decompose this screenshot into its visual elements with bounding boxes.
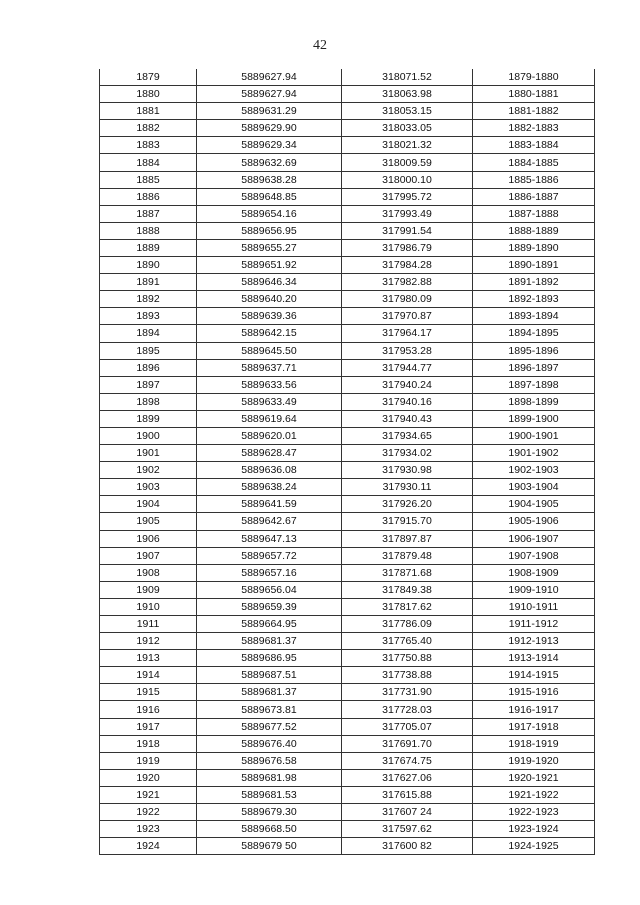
table-row <box>100 547 595 564</box>
table-row <box>100 205 595 222</box>
point-number-cell: 1882 <box>100 120 197 137</box>
x-coordinate-cell: 5889681.53 <box>197 786 342 803</box>
table-row <box>100 137 595 154</box>
table-row <box>100 718 595 735</box>
y-coordinate-cell: 317982.88 <box>342 274 473 291</box>
segment-cell: 1913-1914 <box>473 650 595 667</box>
segment-cell: 1919-1920 <box>473 752 595 769</box>
table-row <box>100 103 595 120</box>
x-coordinate-cell: 5889648.85 <box>197 188 342 205</box>
point-number-cell: 1890 <box>100 257 197 274</box>
segment-cell: 1888-1889 <box>473 222 595 239</box>
point-number-cell: 1895 <box>100 342 197 359</box>
point-number-cell: 1922 <box>100 804 197 821</box>
x-coordinate-cell: 5889657.72 <box>197 547 342 564</box>
x-coordinate-cell: 5889647.13 <box>197 530 342 547</box>
x-coordinate-cell: 5889686.95 <box>197 650 342 667</box>
x-coordinate-cell: 5889656.04 <box>197 581 342 598</box>
segment-cell: 1893-1894 <box>473 308 595 325</box>
point-number-cell: 1909 <box>100 581 197 598</box>
y-coordinate-cell: 317934.65 <box>342 427 473 444</box>
x-coordinate-cell: 5889687.51 <box>197 667 342 684</box>
point-number-cell: 1914 <box>100 667 197 684</box>
y-coordinate-cell: 318000.10 <box>342 171 473 188</box>
segment-cell: 1897-1898 <box>473 376 595 393</box>
table-row <box>100 427 595 444</box>
x-coordinate-cell: 5889673.81 <box>197 701 342 718</box>
x-coordinate-cell: 5889629.90 <box>197 120 342 137</box>
x-coordinate-cell: 5889638.28 <box>197 171 342 188</box>
point-number-cell: 1888 <box>100 222 197 239</box>
segment-cell: 1907-1908 <box>473 547 595 564</box>
point-number-cell: 1896 <box>100 359 197 376</box>
x-coordinate-cell: 5889627.94 <box>197 69 342 86</box>
table-row <box>100 222 595 239</box>
segment-cell: 1894-1895 <box>473 325 595 342</box>
x-coordinate-cell: 5889679.30 <box>197 804 342 821</box>
segment-cell: 1921-1922 <box>473 786 595 803</box>
coordinates-table <box>99 69 595 855</box>
segment-cell: 1923-1924 <box>473 821 595 838</box>
table-row <box>100 735 595 752</box>
segment-cell: 1891-1892 <box>473 274 595 291</box>
table-row <box>100 325 595 342</box>
x-coordinate-cell: 5889664.95 <box>197 616 342 633</box>
x-coordinate-cell: 5889646.34 <box>197 274 342 291</box>
table-row <box>100 479 595 496</box>
segment-cell: 1892-1893 <box>473 291 595 308</box>
segment-cell: 1879-1880 <box>473 69 595 86</box>
y-coordinate-cell: 317944.77 <box>342 359 473 376</box>
x-coordinate-cell: 5889679 50 <box>197 838 342 855</box>
table-row <box>100 701 595 718</box>
y-coordinate-cell: 317627.06 <box>342 769 473 786</box>
y-coordinate-cell: 317849.38 <box>342 581 473 598</box>
point-number-cell: 1898 <box>100 393 197 410</box>
segment-cell: 1886-1887 <box>473 188 595 205</box>
x-coordinate-cell: 5889637.71 <box>197 359 342 376</box>
segment-cell: 1914-1915 <box>473 667 595 684</box>
segment-cell: 1895-1896 <box>473 342 595 359</box>
y-coordinate-cell: 317728.03 <box>342 701 473 718</box>
x-coordinate-cell: 5889676.40 <box>197 735 342 752</box>
table-row <box>100 154 595 171</box>
point-number-cell: 1912 <box>100 633 197 650</box>
segment-cell: 1915-1916 <box>473 684 595 701</box>
point-number-cell: 1892 <box>100 291 197 308</box>
point-number-cell: 1880 <box>100 86 197 103</box>
y-coordinate-cell: 317738.88 <box>342 667 473 684</box>
y-coordinate-cell: 317615.88 <box>342 786 473 803</box>
x-coordinate-cell: 5889628.47 <box>197 445 342 462</box>
y-coordinate-cell: 317879.48 <box>342 547 473 564</box>
table-row <box>100 667 595 684</box>
y-coordinate-cell: 317953.28 <box>342 342 473 359</box>
x-coordinate-cell: 5889677.52 <box>197 718 342 735</box>
table-row <box>100 496 595 513</box>
table-row <box>100 752 595 769</box>
segment-cell: 1903-1904 <box>473 479 595 496</box>
y-coordinate-cell: 317940.16 <box>342 393 473 410</box>
point-number-cell: 1881 <box>100 103 197 120</box>
table-row <box>100 342 595 359</box>
y-coordinate-cell: 317930.11 <box>342 479 473 496</box>
point-number-cell: 1886 <box>100 188 197 205</box>
point-number-cell: 1899 <box>100 410 197 427</box>
point-number-cell: 1885 <box>100 171 197 188</box>
x-coordinate-cell: 5889631.29 <box>197 103 342 120</box>
x-coordinate-cell: 5889636.08 <box>197 462 342 479</box>
segment-cell: 1898-1899 <box>473 393 595 410</box>
segment-cell: 1906-1907 <box>473 530 595 547</box>
y-coordinate-cell: 317607 24 <box>342 804 473 821</box>
segment-cell: 1896-1897 <box>473 359 595 376</box>
table-row <box>100 513 595 530</box>
y-coordinate-cell: 317934.02 <box>342 445 473 462</box>
point-number-cell: 1884 <box>100 154 197 171</box>
y-coordinate-cell: 317750.88 <box>342 650 473 667</box>
point-number-cell: 1919 <box>100 752 197 769</box>
x-coordinate-cell: 5889632.69 <box>197 154 342 171</box>
table-row <box>100 274 595 291</box>
segment-cell: 1900-1901 <box>473 427 595 444</box>
x-coordinate-cell: 5889629.34 <box>197 137 342 154</box>
table-row <box>100 821 595 838</box>
segment-cell: 1905-1906 <box>473 513 595 530</box>
y-coordinate-cell: 317940.43 <box>342 410 473 427</box>
segment-cell: 1881-1882 <box>473 103 595 120</box>
segment-cell: 1901-1902 <box>473 445 595 462</box>
segment-cell: 1880-1881 <box>473 86 595 103</box>
x-coordinate-cell: 5889645.50 <box>197 342 342 359</box>
segment-cell: 1909-1910 <box>473 581 595 598</box>
table-row <box>100 239 595 256</box>
x-coordinate-cell: 5889638.24 <box>197 479 342 496</box>
y-coordinate-cell: 318009.59 <box>342 154 473 171</box>
point-number-cell: 1894 <box>100 325 197 342</box>
segment-cell: 1912-1913 <box>473 633 595 650</box>
x-coordinate-cell: 5889620.01 <box>197 427 342 444</box>
table-row <box>100 188 595 205</box>
point-number-cell: 1907 <box>100 547 197 564</box>
segment-cell: 1920-1921 <box>473 769 595 786</box>
y-coordinate-cell: 317915.70 <box>342 513 473 530</box>
point-number-cell: 1915 <box>100 684 197 701</box>
point-number-cell: 1900 <box>100 427 197 444</box>
table-row <box>100 308 595 325</box>
y-coordinate-cell: 317970.87 <box>342 308 473 325</box>
y-coordinate-cell: 317897.87 <box>342 530 473 547</box>
table-row <box>100 445 595 462</box>
table-row <box>100 581 595 598</box>
y-coordinate-cell: 318033.05 <box>342 120 473 137</box>
y-coordinate-cell: 318021.32 <box>342 137 473 154</box>
y-coordinate-cell: 318063.98 <box>342 86 473 103</box>
y-coordinate-cell: 317986.79 <box>342 239 473 256</box>
point-number-cell: 1906 <box>100 530 197 547</box>
segment-cell: 1904-1905 <box>473 496 595 513</box>
y-coordinate-cell: 317765.40 <box>342 633 473 650</box>
y-coordinate-cell: 317731.90 <box>342 684 473 701</box>
y-coordinate-cell: 317984.28 <box>342 257 473 274</box>
table-row <box>100 804 595 821</box>
x-coordinate-cell: 5889654.16 <box>197 205 342 222</box>
y-coordinate-cell: 317940.24 <box>342 376 473 393</box>
segment-cell: 1918-1919 <box>473 735 595 752</box>
table-row <box>100 257 595 274</box>
point-number-cell: 1889 <box>100 239 197 256</box>
coordinates-table-body <box>100 69 595 855</box>
point-number-cell: 1879 <box>100 69 197 86</box>
table-row <box>100 359 595 376</box>
point-number-cell: 1916 <box>100 701 197 718</box>
table-row <box>100 291 595 308</box>
segment-cell: 1890-1891 <box>473 257 595 274</box>
x-coordinate-cell: 5889659.39 <box>197 598 342 615</box>
x-coordinate-cell: 5889681.37 <box>197 684 342 701</box>
segment-cell: 1889-1890 <box>473 239 595 256</box>
y-coordinate-cell: 317930.98 <box>342 462 473 479</box>
segment-cell: 1924-1925 <box>473 838 595 855</box>
x-coordinate-cell: 5889681.98 <box>197 769 342 786</box>
x-coordinate-cell: 5889641.59 <box>197 496 342 513</box>
point-number-cell: 1918 <box>100 735 197 752</box>
table-row <box>100 120 595 137</box>
x-coordinate-cell: 5889619.64 <box>197 410 342 427</box>
x-coordinate-cell: 5889651.92 <box>197 257 342 274</box>
x-coordinate-cell: 5889676.58 <box>197 752 342 769</box>
point-number-cell: 1911 <box>100 616 197 633</box>
table-row <box>100 769 595 786</box>
table-row <box>100 171 595 188</box>
x-coordinate-cell: 5889681.37 <box>197 633 342 650</box>
x-coordinate-cell: 5889668.50 <box>197 821 342 838</box>
point-number-cell: 1910 <box>100 598 197 615</box>
point-number-cell: 1924 <box>100 838 197 855</box>
point-number-cell: 1887 <box>100 205 197 222</box>
table-row <box>100 410 595 427</box>
segment-cell: 1882-1883 <box>473 120 595 137</box>
y-coordinate-cell: 317597.62 <box>342 821 473 838</box>
table-row <box>100 616 595 633</box>
table-row <box>100 69 595 86</box>
segment-cell: 1922-1923 <box>473 804 595 821</box>
table-row <box>100 462 595 479</box>
point-number-cell: 1903 <box>100 479 197 496</box>
point-number-cell: 1897 <box>100 376 197 393</box>
y-coordinate-cell: 317786.09 <box>342 616 473 633</box>
x-coordinate-cell: 5889642.15 <box>197 325 342 342</box>
y-coordinate-cell: 318053.15 <box>342 103 473 120</box>
y-coordinate-cell: 317964.17 <box>342 325 473 342</box>
table-row <box>100 650 595 667</box>
y-coordinate-cell: 317995.72 <box>342 188 473 205</box>
segment-cell: 1917-1918 <box>473 718 595 735</box>
table-row <box>100 838 595 855</box>
point-number-cell: 1905 <box>100 513 197 530</box>
x-coordinate-cell: 5889656.95 <box>197 222 342 239</box>
y-coordinate-cell: 317600 82 <box>342 838 473 855</box>
x-coordinate-cell: 5889639.36 <box>197 308 342 325</box>
point-number-cell: 1902 <box>100 462 197 479</box>
page-number: 42 <box>313 38 327 53</box>
table-row <box>100 684 595 701</box>
segment-cell: 1885-1886 <box>473 171 595 188</box>
segment-cell: 1883-1884 <box>473 137 595 154</box>
x-coordinate-cell: 5889627.94 <box>197 86 342 103</box>
point-number-cell: 1883 <box>100 137 197 154</box>
segment-cell: 1908-1909 <box>473 564 595 581</box>
table-row <box>100 86 595 103</box>
x-coordinate-cell: 5889633.56 <box>197 376 342 393</box>
segment-cell: 1911-1912 <box>473 616 595 633</box>
point-number-cell: 1893 <box>100 308 197 325</box>
y-coordinate-cell: 317817.62 <box>342 598 473 615</box>
table-row <box>100 633 595 650</box>
table-row <box>100 598 595 615</box>
x-coordinate-cell: 5889657.16 <box>197 564 342 581</box>
y-coordinate-cell: 317674.75 <box>342 752 473 769</box>
x-coordinate-cell: 5889642.67 <box>197 513 342 530</box>
point-number-cell: 1891 <box>100 274 197 291</box>
segment-cell: 1910-1911 <box>473 598 595 615</box>
x-coordinate-cell: 5889640.20 <box>197 291 342 308</box>
point-number-cell: 1923 <box>100 821 197 838</box>
point-number-cell: 1908 <box>100 564 197 581</box>
point-number-cell: 1901 <box>100 445 197 462</box>
segment-cell: 1916-1917 <box>473 701 595 718</box>
segment-cell: 1887-1888 <box>473 205 595 222</box>
x-coordinate-cell: 5889633.49 <box>197 393 342 410</box>
y-coordinate-cell: 317993.49 <box>342 205 473 222</box>
y-coordinate-cell: 317926.20 <box>342 496 473 513</box>
table-row <box>100 564 595 581</box>
table-row <box>100 786 595 803</box>
y-coordinate-cell: 318071.52 <box>342 69 473 86</box>
y-coordinate-cell: 317871.68 <box>342 564 473 581</box>
point-number-cell: 1917 <box>100 718 197 735</box>
segment-cell: 1902-1903 <box>473 462 595 479</box>
y-coordinate-cell: 317991.54 <box>342 222 473 239</box>
point-number-cell: 1904 <box>100 496 197 513</box>
table-row <box>100 393 595 410</box>
table-row <box>100 530 595 547</box>
y-coordinate-cell: 317691.70 <box>342 735 473 752</box>
table-row <box>100 376 595 393</box>
point-number-cell: 1920 <box>100 769 197 786</box>
point-number-cell: 1921 <box>100 786 197 803</box>
x-coordinate-cell: 5889655.27 <box>197 239 342 256</box>
y-coordinate-cell: 317705.07 <box>342 718 473 735</box>
segment-cell: 1899-1900 <box>473 410 595 427</box>
y-coordinate-cell: 317980.09 <box>342 291 473 308</box>
segment-cell: 1884-1885 <box>473 154 595 171</box>
point-number-cell: 1913 <box>100 650 197 667</box>
